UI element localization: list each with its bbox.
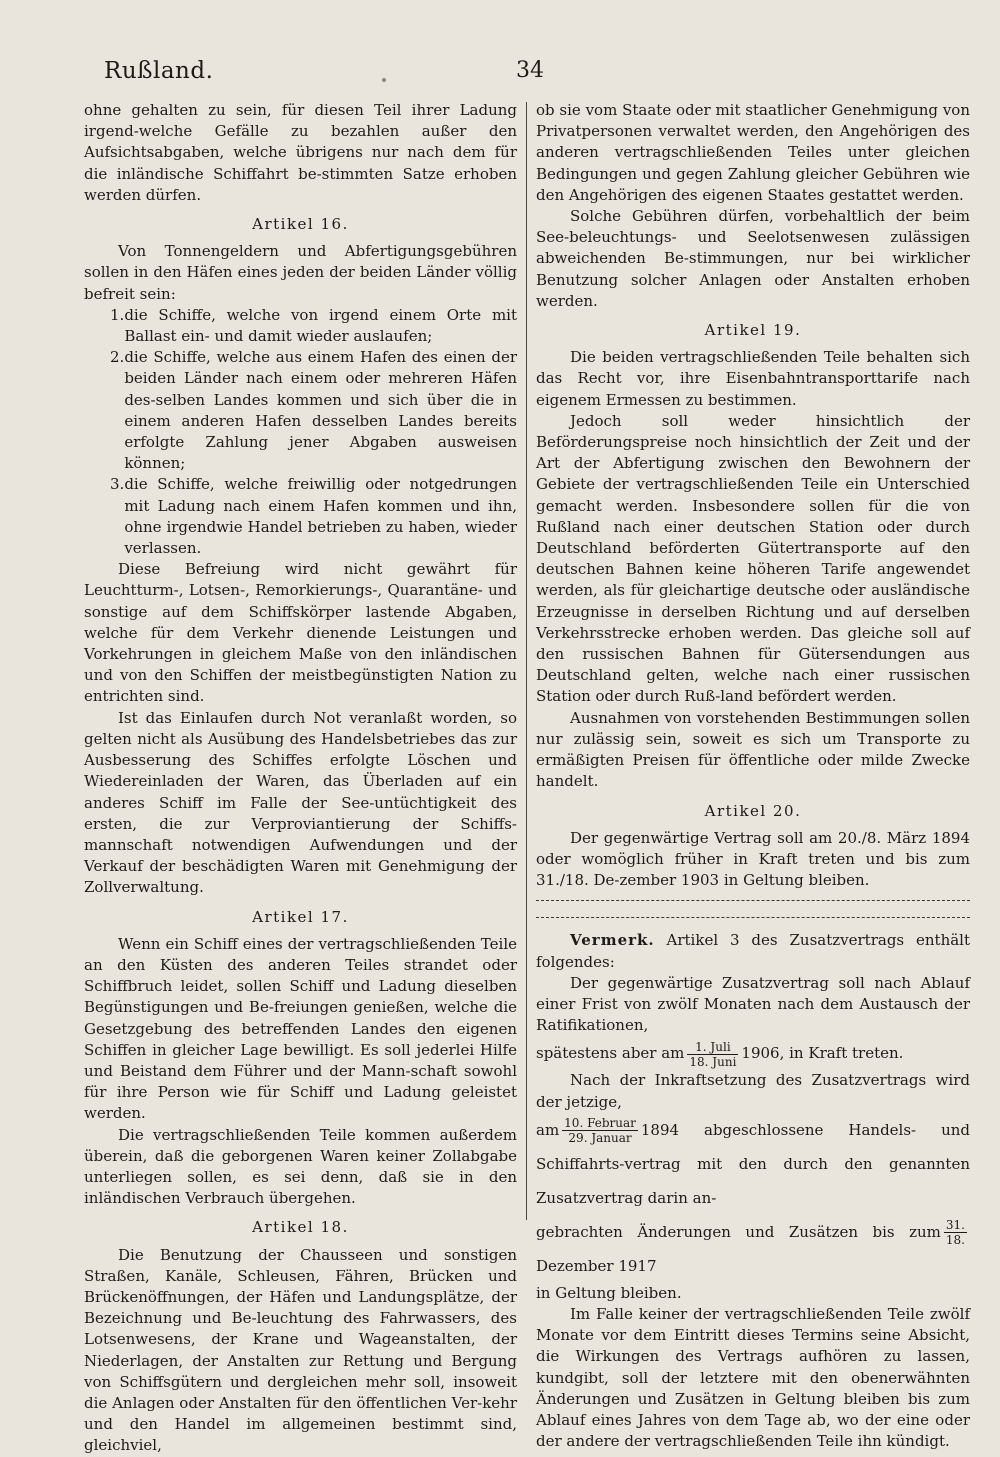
fraction-denominator: 29. Januar — [568, 1131, 632, 1146]
exemption-list — [84, 305, 517, 559]
list-item — [84, 474, 517, 559]
paragraph: Die Benutzung der Chausseen und sonstigen Straßen, Kanäle, Schleusen, Fähren, Brücken und Brückenöffnungen, der Häfen und Landungsplätze, der Bezeichnung und Be-leuchtung des Fahrwassers, des Lotsenwesens, der Krane und Wageanstalten, der Niederlagen, der Anstalten zur Rettung und Bergung von Schiffsgütern und dergleichen mehr soll, insoweit die Anlagen oder Anstalten für den öffentlichen Ver-kehr und den Handel im allgemeinen bestimmt sind, gleichviel, — [84, 1245, 517, 1455]
note-text: spätestens aber am — [536, 1044, 685, 1063]
note-label: Vermerk. — [570, 931, 655, 950]
note-paragraph: Im Falle keiner der vertragschließenden Teile zwölf Monate vor dem Eintritt dieses Termins seine Absicht, die Wirkungen des Vertrags aufhören zu lassen, kundgibt, soll der letztere mit den obenerwähnten Änderungen und Zusätzen in Geltung bleiben bis zum Ablauf eines Jahres von dem Tage ab, wo der eine oder der andere der vertragschließenden Teile ihn kündigt. — [536, 1304, 970, 1451]
note-text: am — [536, 1120, 560, 1139]
list-item — [84, 347, 517, 474]
date-fraction — [687, 1040, 738, 1069]
date-fraction — [944, 1218, 967, 1247]
paragraph: Solche Gebühren dürfen, vorbehaltlich der beim See-beleuchtungs- und Seelotsenwesen zulässigen abweichenden Be-stimmungen, nur bei wirklicher Benutzung solcher Anlagen oder Anstalten erhoben werden. — [536, 207, 970, 310]
list-number: 1. — [110, 305, 125, 324]
note-text: 1894 abgeschlossene Handels- und Schiffahrts-vertrag mit den durch den genannten Zusatzvertrag darin an- — [536, 1120, 970, 1207]
paragraph: Jedoch soll weder hinsichtlich der Beförderungspreise noch hinsichtlich der Zeit und der Art der Abfertigung zwischen den Bewohnern der Gebiete der vertragschließenden Teile ein Unterschied gemacht werden. Insbesondere sollen für die von Rußland nach einer deutschen Station oder durch Deutschland beförderten Gütertransporte auf den deutschen Bahnen keine höheren Tarife angewendet werden, als für gleichartige deutsche oder ausländische Erzeugnisse in derselben Richtung und auf derselben Verkehrsstrecke erhoben werden. Das gleiche soll auf den russischen Bahnen für Gütersendungen aus Deutschland gelten, welche nach einer russischen Station oder durch Ruß-land befördert werden. — [536, 411, 970, 706]
note-paragraph: Nach der Inkraftsetzung des Zusatzvertrags wird der jetzige, — [536, 1071, 970, 1111]
running-head: Rußland. — [104, 58, 214, 84]
note-paragraph: in Geltung bleiben. — [536, 1283, 682, 1302]
paragraph: Der gegenwärtige Vertrag soll am 20./8. März 1894 oder womöglich früher in Kraft treten und bis zum 31./18. De-zember 1903 in Geltung bleiben. — [536, 828, 970, 890]
fraction-denominator: 18. — [945, 1233, 965, 1248]
fraction-numerator: 10. Februar — [564, 1116, 636, 1131]
article-heading-18: Artikel 18. — [252, 1218, 349, 1237]
note-block — [536, 930, 970, 1452]
fraction-denominator: 18. Juni — [689, 1054, 737, 1069]
paragraph: Ausnahmen von vorstehenden Bestimmungen sollen nur zulässig sein, soweit es sich um Transporte zu ermäßigten Preisen für öffentliche oder milde Zwecke handelt. — [536, 708, 970, 791]
dashed-separator — [536, 900, 970, 901]
article-heading-19: Artikel 19. — [704, 321, 802, 340]
dashed-separator — [536, 917, 970, 918]
left-column — [84, 100, 517, 1457]
date-fraction — [562, 1116, 638, 1145]
article-heading-17: Artikel 17. — [252, 907, 349, 926]
note-text: Dezember 1917 — [536, 1256, 657, 1275]
note-text: gebrachten Änderungen und Zusätzen bis zum — [536, 1222, 941, 1241]
fraction-numerator: 1. Juli — [687, 1040, 738, 1055]
right-column — [536, 100, 970, 1452]
list-number: 3. — [110, 475, 125, 494]
paragraph: Von Tonnengeldern und Abfertigungsgebühren sollen in den Häfen eines jeden der beiden Länder völlig befreit sein: — [84, 242, 517, 303]
note-date-line — [536, 1113, 970, 1215]
paragraph: ohne gehalten zu sein, für diesen Teil ihrer Ladung irgend-welche Gefälle zu bezahlen außer den Aufsichtsabgaben, welche übrigens nur nach dem für die inländische Schiffahrt be-stimmten Satze erhoben werden dürfen. — [84, 101, 517, 204]
note-intro: Artikel 3 des Zusatzvertrags enthält folgendes: — [536, 931, 970, 971]
note-date-line — [536, 1215, 970, 1283]
paragraph: Diese Befreiung wird nicht gewährt für Leuchtturm-, Lotsen-, Remorkierungs-, Quarantäne- und sonstige auf dem Schiffskörper lastende Abgaben, welche für dem Verkehr dienende Leistungen und Vorkehrungen in gleichem Maße von den inländischen und von den Schiffen der meistbegünstigten Nation zu entrichten sind. — [84, 560, 517, 706]
list-number: 2. — [110, 348, 125, 367]
print-speck — [382, 78, 386, 82]
paragraph: Die vertragschließenden Teile kommen außerdem überein, daß die geborgenen Waren keiner Zollabgabe unterliegen sollen, es sei denn, daß sie in den inländischen Verbrauch übergehen. — [84, 1125, 517, 1208]
column-divider — [526, 102, 527, 1220]
note-date-line — [536, 1036, 970, 1070]
fraction-numerator: 31. — [945, 1218, 965, 1233]
list-item-text: die Schiffe, welche von irgend einem Orte mit Ballast ein- und damit wieder auslaufen; — [124, 305, 517, 346]
paragraph: Ist das Einlaufen durch Not veranlaßt worden, so gelten nicht als Ausübung des Handelsbetriebes das zur Ausbesserung des Schiffes erfolgte Löschen und Wiedereinladen der Waren, das Überladen auf ein anderes Schiff im Falle der See-untüchtigkeit des ersten, die zur Verproviantierung der Schiffs-mannschaft notwendigen Aufwendungen und der Verkauf der beschädigten Waren mit Genehmigung der Zollverwaltung. — [84, 708, 517, 897]
list-item — [84, 305, 517, 347]
list-item-text: die Schiffe, welche aus einem Hafen des einen der beiden Länder nach einem oder mehreren Häfen des-selben Landes kommen und sich über die in einem anderen Hafen desselben Landes bereits erfolgte Zahlung jener Abgaben ausweisen können; — [124, 348, 517, 473]
note-text: 1906, in Kraft treten. — [741, 1044, 904, 1063]
article-heading-20: Artikel 20. — [704, 801, 802, 820]
page-number: 34 — [516, 58, 544, 83]
paragraph: Die beiden vertragschließenden Teile behalten sich das Recht vor, ihre Eisenbahntransporttarife nach eigenem Ermessen zu bestimmen. — [536, 348, 970, 409]
note-paragraph: Der gegenwärtige Zusatzvertrag soll nach Ablauf einer Frist von zwölf Monaten nach dem Austausch der Ratifikationen, — [536, 973, 970, 1035]
list-item-text: die Schiffe, welche freiwillig oder notgedrungen mit Ladung nach einem Hafen kommen und ihn, ohne irgendwie Handel betrieben zu haben, wieder verlassen. — [124, 475, 517, 558]
paragraph: ob sie vom Staate oder mit staatlicher Genehmigung von Privatpersonen verwaltet werden, den Angehörigen des anderen vertragschließenden Teiles unter gleichen Bedingungen und gegen Zahlung gleicher Gebühren wie den Angehörigen des eigenen Staates gestattet werden. — [536, 101, 970, 204]
note-heading-line — [536, 930, 970, 972]
article-heading-16: Artikel 16. — [252, 215, 349, 234]
paragraph: Wenn ein Schiff eines der vertragschließenden Teile an den Küsten des anderen Teiles strandet oder Schiffbruch leidet, sollen Schiff und Ladung dieselben Begünstigungen und Be-freiungen genießen, welche die Gesetzgebung des betreffenden Landes den eigenen Schiffen in gleicher Lage bewilligt. Es soll jederlei Hilfe und Beistand dem Führer und der Mann-schaft sowohl für ihre Person wie für Schiff und Ladung geleistet werden. — [84, 934, 517, 1123]
